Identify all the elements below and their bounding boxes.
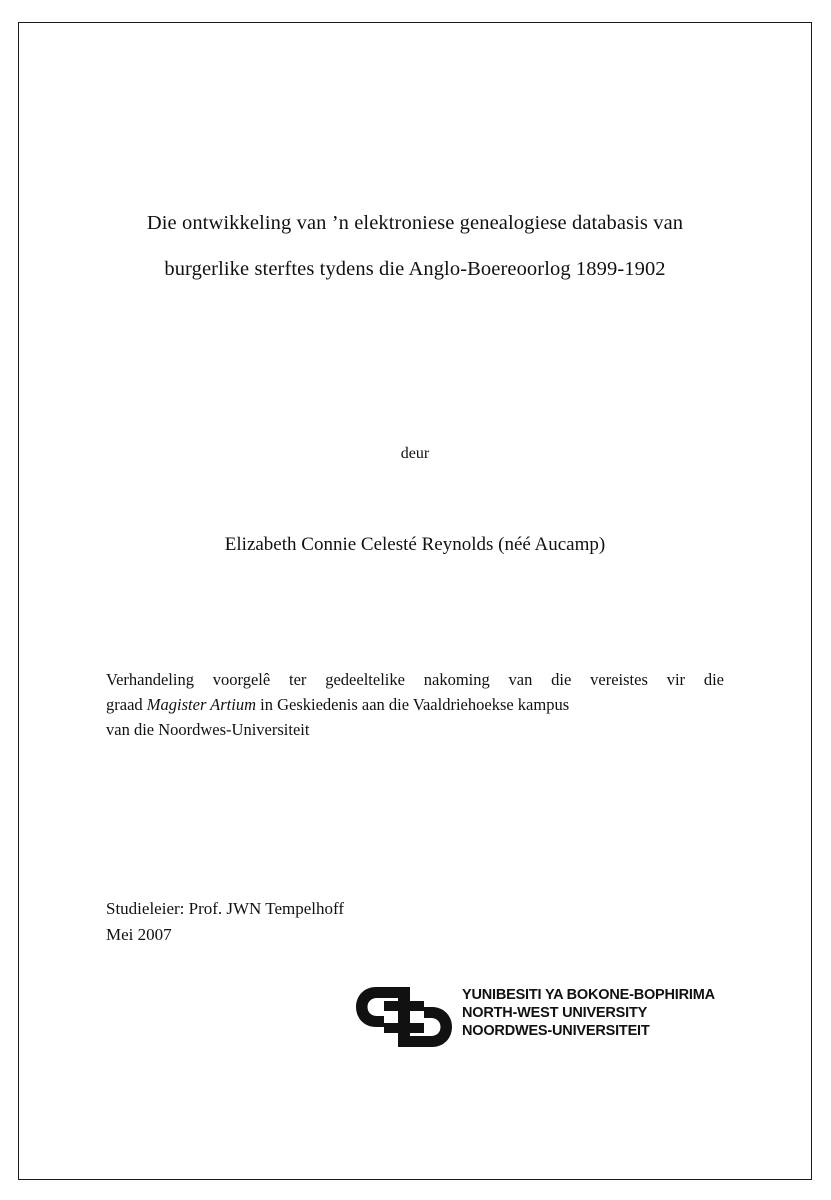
title-line-1: Die ontwikkeling van ’n elektroniese genealogiese databasis van — [146, 212, 684, 234]
degree-statement-line-2-pre: graad — [106, 695, 147, 714]
logo-text-line-1: YUNIBESITI YA BOKONE-BOPHIRIMA — [462, 987, 715, 1003]
submission-date: Mei 2007 — [106, 925, 172, 944]
university-logo — [250, 980, 715, 1054]
degree-statement-line-3: van die Noordwes-Universiteit — [106, 720, 310, 739]
logo-text-block — [462, 986, 715, 1040]
author-name: Elizabeth Connie Celesté Reynolds (néé Aucamp) — [224, 534, 606, 555]
nwu-logo-icon — [354, 983, 454, 1051]
degree-name-italic: Magister Artium — [146, 695, 257, 714]
logo-text-line-2: NORTH-WEST UNIVERSITY — [462, 1005, 648, 1021]
supervisor-name: Studieleier: Prof. JWN Tempelhoff — [106, 899, 345, 918]
degree-statement-line-1: Verhandeling voorgelê ter gedeeltelike nakoming van die vereistes vir die — [106, 670, 724, 689]
title-page-content — [100, 22, 730, 1180]
supervisor-block — [106, 896, 726, 948]
byline-label: deur — [400, 445, 430, 462]
title-line-2: burgerlike sterftes tydens die Anglo-Boereoorlog 1899-1902 — [164, 258, 666, 280]
page-title — [100, 200, 730, 292]
degree-statement-line-2 — [106, 692, 724, 717]
logo-text-line-3: NOORDWES-UNIVERSITEIT — [462, 1023, 650, 1039]
degree-statement-line-2-post: in Geskiedenis aan die Vaaldriehoekse kampus — [256, 695, 570, 714]
degree-statement — [106, 667, 724, 742]
